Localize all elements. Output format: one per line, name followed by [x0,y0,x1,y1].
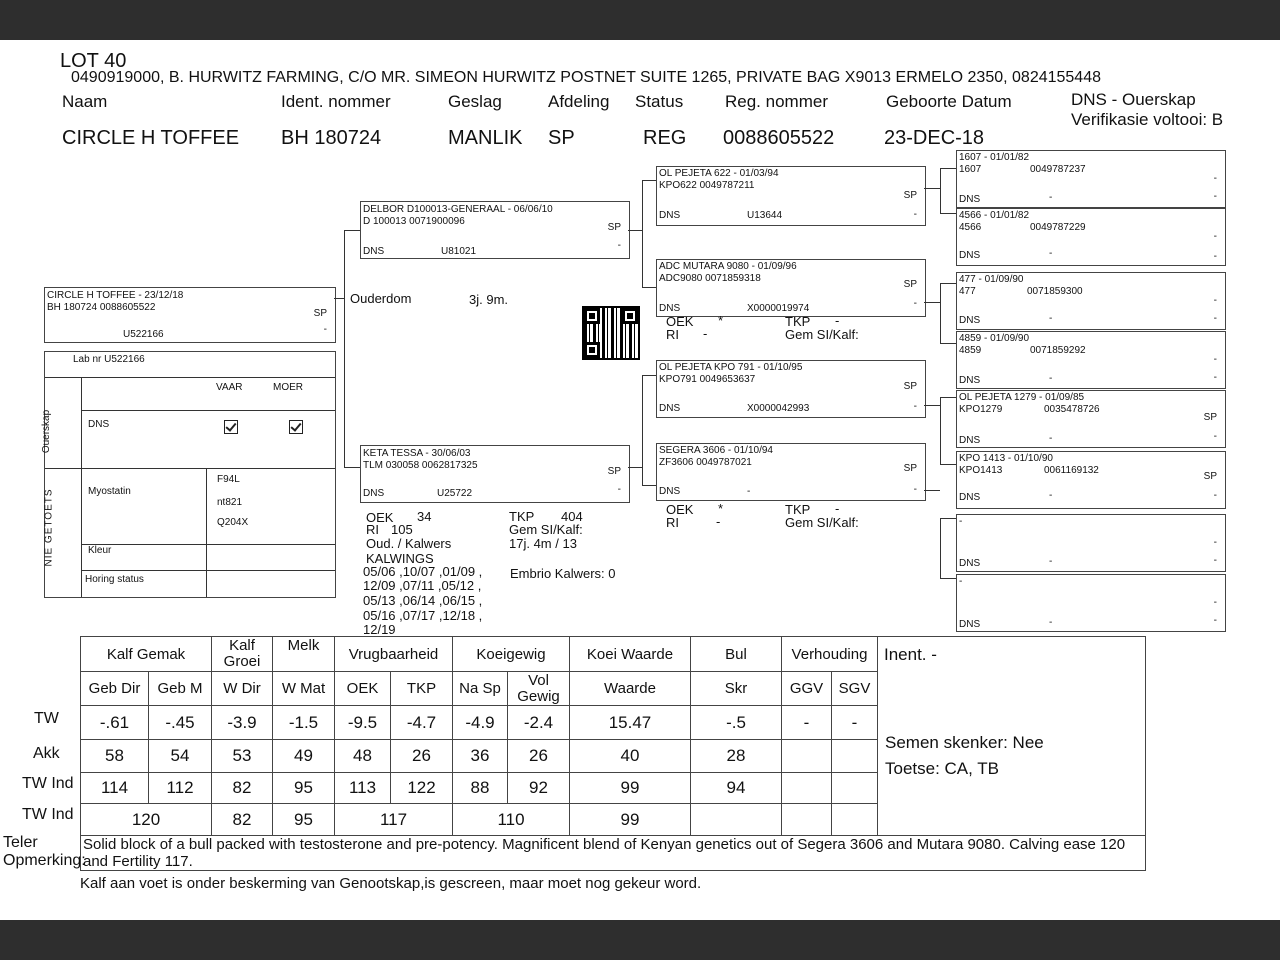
sub-header: OEK [335,672,391,706]
ggp-code: - [1049,373,1053,384]
group-koeigewig: Koeigewig [453,637,570,672]
gp-dns: DNS [659,486,681,497]
tw-cell: 15.47 [570,706,691,740]
kalwings-line-3: 05/13 ,06/14 ,06/15 , [363,593,483,608]
tw-cell: -.45 [149,706,212,740]
col-afdeling: Afdeling [548,92,610,111]
moer-label: MOER [273,382,303,393]
ggp-dns: DNS [959,435,981,446]
gp-sp: SP [903,279,917,290]
ggp-ident: 1607 [959,164,982,175]
ggp-dash: - [1213,537,1217,548]
top-bar [0,0,1280,40]
ind-cell: 92 [508,773,570,804]
sub-header: Geb M [149,672,212,706]
dam-code: U25722 [437,488,473,499]
ggp-code: - [1049,313,1053,324]
ggp-dns: DNS [959,558,981,569]
sire-code: U81021 [441,246,477,257]
ggp-code: - [1049,192,1053,203]
sub-header: Na Sp [453,672,508,706]
ggp-reg: 0049787237 [1030,164,1086,175]
gp-oek: OEK [666,502,694,517]
dam-oud-label: Oud. / Kalwers [366,536,452,551]
ggp-dns: DNS [959,315,981,326]
ggp-title: 477 - 01/09/90 [959,274,1024,285]
dam-ri-label: RI [366,522,379,537]
ind-cell: 113 [335,773,391,804]
ggp-title: 4566 - 01/01/82 [959,210,1030,221]
ggp-dash: - [1213,295,1217,306]
geslag-value: MANLIK [448,127,523,149]
sub-header: Geb Dir [81,672,149,706]
naam-value: CIRCLE H TOFFEE [62,127,240,149]
great-grandparent-box [956,272,1226,330]
akk-cell: 28 [691,740,782,773]
ind-cell: 82 [212,773,273,804]
sire-sp: SP [607,222,621,233]
col-naam: Naam [62,92,108,111]
sire-ident: D 100013 0071900096 [363,216,465,227]
group-koei-waarde: Koei Waarde [570,637,691,672]
col-ident: Ident. nommer [281,92,391,111]
myostatin-nt821: nt821 [217,497,243,508]
ggp-title: - [959,576,963,587]
akk-cell: 26 [508,740,570,773]
dam-dns: DNS [363,488,385,499]
sub-header: Waarde [570,672,691,706]
ggp-dns: DNS [959,619,981,630]
gp-dns: DNS [659,210,681,221]
ind-cell [782,773,832,804]
akk-cell: 53 [212,740,273,773]
tw-cell: - [782,706,832,740]
remark-cell: Solid block of a bull packed with testosterone and pre-potency. Magnificent blend of Kenyan genetics out of Segera 3606 and Mutara 9080. Calving ease 120 and Fertility 117. [81,836,1146,871]
gp-gem: Gem SI/Kalf: [785,327,859,342]
ggp-dash: - [1213,231,1217,242]
ggp-code: - [1049,248,1053,259]
ggp-reg: 0049787229 [1030,222,1086,233]
gp-tkp: TKP [785,502,811,517]
sub-header: Vol Gewig [508,672,570,706]
dam-ident: TLM 030058 0062817325 [363,460,478,471]
dns-ouerskap: DNS - Ouerskap [1071,90,1196,109]
dam-oek-value: 34 [417,509,432,524]
gp-dns: DNS [659,403,681,414]
animal-box [44,287,336,343]
ind-cell: 95 [273,773,335,804]
ind2-cell: 95 [273,804,335,836]
ind-cell: 114 [81,773,149,804]
gp-tkp-value: - [835,313,840,328]
ident-value: BH 180724 [281,127,382,149]
tw-cell: -9.5 [335,706,391,740]
tw-cell: -1.5 [273,706,335,740]
dam-sp: SP [607,466,621,477]
teler-label: Teler [3,834,38,851]
kalwings-line-1: 05/06 ,10/07 ,01/09 , [363,564,483,579]
ggp-dash: - [1213,490,1217,501]
dam-gem: Gem SI/Kalf: [509,522,583,537]
myostatin-f94l: F94L [217,474,240,485]
lab-box [41,351,336,598]
ggp-reg: 0071859292 [1030,345,1086,356]
ggp-code: - [1049,490,1053,501]
footer-note: Kalf aan voet is onder beskerming van Genootskap,is gescreen, maar moet nog gekeur word. [80,875,702,892]
sire-box [360,201,630,259]
qr-code-icon [582,306,640,360]
verifikasie: Verifikasie voltooi: B [1071,110,1224,129]
dam-title: KETA TESSA - 30/06/03 [363,448,471,459]
gp-star: * [718,313,724,328]
akk-cell: 26 [391,740,453,773]
dam-ri-value: 105 [391,522,413,537]
kalwings-label: KALWINGS [366,551,434,566]
sub-header: SGV [832,672,878,706]
ind-cell: 99 [570,773,691,804]
col-geboorte: Geboorte Datum [886,92,1012,111]
gp-dash: - [913,298,917,309]
afdeling-value: SP [548,127,575,149]
row-ind-label: TW Ind [22,775,74,792]
gp-dns: DNS [659,303,681,314]
ggp-reg: 0061169132 [1044,465,1099,476]
animal-lab: U522166 [123,329,164,340]
ouerskap-vertical: Ouerskap [41,409,53,454]
ggp-dns: DNS [959,492,981,503]
semen-skenker: Semen skenker: Nee [885,733,1044,752]
reg-value: 0088605522 [723,127,835,149]
geboorte-value: 23-DEC-18 [884,127,985,149]
great-grandparent-box [956,514,1226,572]
ggp-dash: - [1213,597,1217,608]
ggp-title: OL PEJETA 1279 - 01/09/85 [959,392,1085,403]
gp-code: - [747,486,751,497]
ggp-dash: - [1213,431,1217,442]
ggp-dns: DNS [959,375,981,386]
myostatin-q204x: Q204X [217,517,249,528]
group-bul: Bul [691,637,782,672]
gp-sp: SP [903,463,917,474]
gp-star: * [718,501,724,516]
sub-header: W Dir [212,672,273,706]
gp-title: ADC MUTARA 9080 - 01/09/96 [659,261,797,272]
ggp-reg: 0071859300 [1027,286,1083,297]
ggp-title: - [959,516,963,527]
akk-cell: 49 [273,740,335,773]
kalwings-line-4: 05/16 ,07/17 ,12/18 , [363,608,483,623]
tw-cell: -2.4 [508,706,570,740]
kleur-label: Kleur [88,545,112,556]
ggp-sp: SP [1203,412,1217,423]
tw-cell: -4.9 [453,706,508,740]
ggp-code: - [1049,617,1053,628]
great-grandparent-box [956,331,1226,389]
ind-cell: 122 [391,773,453,804]
gp-dash: - [913,484,917,495]
row-tw-label: TW [34,710,59,727]
tw-cell: -.61 [81,706,149,740]
great-grandparent-box [956,150,1226,208]
ind2-cell: 82 [212,804,273,836]
gp-oek: OEK [666,314,694,329]
ind2-cell: 110 [453,804,570,836]
row-akk-label: Akk [33,745,60,762]
ggp-dash: - [1213,615,1217,626]
group-melk: Melk [273,637,335,672]
ggp-sp: SP [1203,471,1217,482]
row-ind2-label: TW Ind [22,806,74,823]
animal-dash: - [323,324,327,335]
ggp-title: 1607 - 01/01/82 [959,152,1030,163]
dam-tkp-value: 404 [561,509,583,524]
dam-oud-value: 17j. 4m / 13 [509,536,577,551]
evaluation-table [80,636,1146,871]
sire-dns: DNS [363,246,385,257]
ggp-dns: DNS [959,194,981,205]
col-geslag: Geslag [448,92,502,111]
gp-ident: ZF3606 0049787021 [659,457,752,468]
col-reg: Reg. nommer [725,92,828,111]
ind-cell: 112 [149,773,212,804]
gp-ident: KPO622 0049787211 [659,180,755,191]
akk-cell [782,740,832,773]
animal-title: CIRCLE H TOFFEE - 23/12/18 [47,290,184,301]
grandparent-box [656,166,926,226]
ggp-ident: KPO1279 [959,404,1003,415]
gp-sp: SP [903,190,917,201]
gp-code: X0000019974 [747,303,810,314]
lot-number: LOT 40 [60,50,127,72]
gp-ri-value: - [703,326,708,341]
grandparent-box [656,259,926,317]
akk-cell: 40 [570,740,691,773]
akk-cell: 48 [335,740,391,773]
gp-ident: ADC9080 0071859318 [659,273,761,284]
gp-tkp-value: - [835,501,840,516]
moer-checked-icon [289,420,303,434]
notes-cell [878,637,1146,836]
gp-ident: KPO791 0049653637 [659,374,756,385]
ggp-dash: - [1213,354,1217,365]
ind2-cell: 117 [335,804,453,836]
ouderdom-value: 3j. 9m. [469,292,509,307]
kalwings-line-5: 12/19 [363,622,396,637]
inent: Inent. - [884,645,937,664]
embrio: Embrio Kalwers: 0 [510,566,616,581]
ouderdom-label: Ouderdom [350,291,412,306]
sire-dash: - [617,240,621,251]
sub-header: Skr [691,672,782,706]
animal-sp: SP [313,308,327,319]
ggp-code: - [1049,556,1053,567]
grandparent-box [656,360,926,418]
dam-dash: - [617,484,621,495]
lab-nr: Lab nr U522166 [73,354,145,365]
gp-title: OL PEJETA KPO 791 - 01/10/95 [659,362,803,373]
ggp-dash: - [1213,173,1217,184]
col-status: Status [635,92,684,111]
gp-tkp: TKP [785,314,811,329]
ggp-dash: - [1213,313,1217,324]
dam-tkp-label: TKP [509,509,535,524]
group-kalf-groei: Kalf Groei [212,637,273,672]
ggp-ident: 4566 [959,222,982,233]
myostatin-label: Myostatin [88,486,131,497]
ggp-dash: - [1213,555,1217,566]
sire-title: DELBOR D100013-GENERAAL - 06/06/10 [363,204,553,215]
grandparent-box [656,443,926,501]
tw-cell: -4.7 [391,706,453,740]
sub-header: GGV [782,672,832,706]
opmerking-label: Opmerking: [3,852,86,869]
gp-sp: SP [903,381,917,392]
ggp-dash: - [1213,372,1217,383]
animal-ident: BH 180724 0088605522 [47,302,156,313]
ggp-title: 4859 - 01/09/90 [959,333,1030,344]
group-vrugbaarheid: Vrugbaarheid [335,637,453,672]
owner-line: 0490919000, B. HURWITZ FARMING, C/O MR. SIMEON HURWITZ POSTNET SUITE 1265, PRIVATE BAG X9013 ERMELO 2350, 0824155448 [71,69,1101,86]
ind2-cell: 120 [81,804,212,836]
great-grandparent-box [956,574,1226,632]
gp-code: X0000042993 [747,403,810,414]
great-grandparent-box [956,390,1226,448]
dam-oek-label: OEK [366,510,394,525]
ggp-dash: - [1213,251,1217,262]
sub-header: W Mat [273,672,335,706]
dam-box [360,445,630,503]
akk-cell: 54 [149,740,212,773]
group-kalf-gemak: Kalf Gemak [81,637,212,672]
akk-cell: 36 [453,740,508,773]
ind-cell: 94 [691,773,782,804]
bottom-bar [0,920,1280,960]
connector [344,230,345,467]
group-verhouding: Verhouding [782,637,878,672]
vaar-checked-icon [224,420,238,434]
ggp-ident: KPO1413 [959,465,1003,476]
ggp-dash: - [1213,191,1217,202]
gp-dash: - [913,401,917,412]
gp-ri: RI [666,515,679,530]
ind-cell: 88 [453,773,508,804]
ind-cell [832,773,878,804]
tw-cell: -3.9 [212,706,273,740]
akk-cell [832,740,878,773]
akk-cell: 58 [81,740,149,773]
tw-cell: - [832,706,878,740]
tw-cell: -.5 [691,706,782,740]
gp-ri-value: - [716,514,721,529]
great-grandparent-box [956,451,1226,509]
gp-code: U13644 [747,210,783,221]
gp-ri: RI [666,327,679,342]
ggp-ident: 4859 [959,345,982,356]
ggp-ident: 477 [959,286,976,297]
ggp-title: KPO 1413 - 01/10/90 [959,453,1053,464]
nie-getoets-vertical: NIE GETOETS [43,488,55,567]
great-grandparent-box [956,208,1226,266]
ggp-code: - [1049,433,1053,444]
gp-title: OL PEJETA 622 - 01/03/94 [659,168,779,179]
vaar-label: VAAR [216,382,243,393]
status-value: REG [643,127,687,149]
toetse: Toetse: CA, TB [885,759,1000,778]
horing-label: Horing status [85,574,144,585]
ggp-reg: 0035478726 [1044,404,1100,415]
gp-dash: - [913,209,917,220]
kalwings-line-2: 12/09 ,07/11 ,05/12 , [363,578,482,593]
gp-gem: Gem SI/Kalf: [785,515,859,530]
ggp-dns: DNS [959,250,981,261]
sub-header: TKP [391,672,453,706]
ind2-cell: 99 [570,804,691,836]
gp-title: SEGERA 3606 - 01/10/94 [659,445,773,456]
dns-label: DNS [88,419,110,430]
